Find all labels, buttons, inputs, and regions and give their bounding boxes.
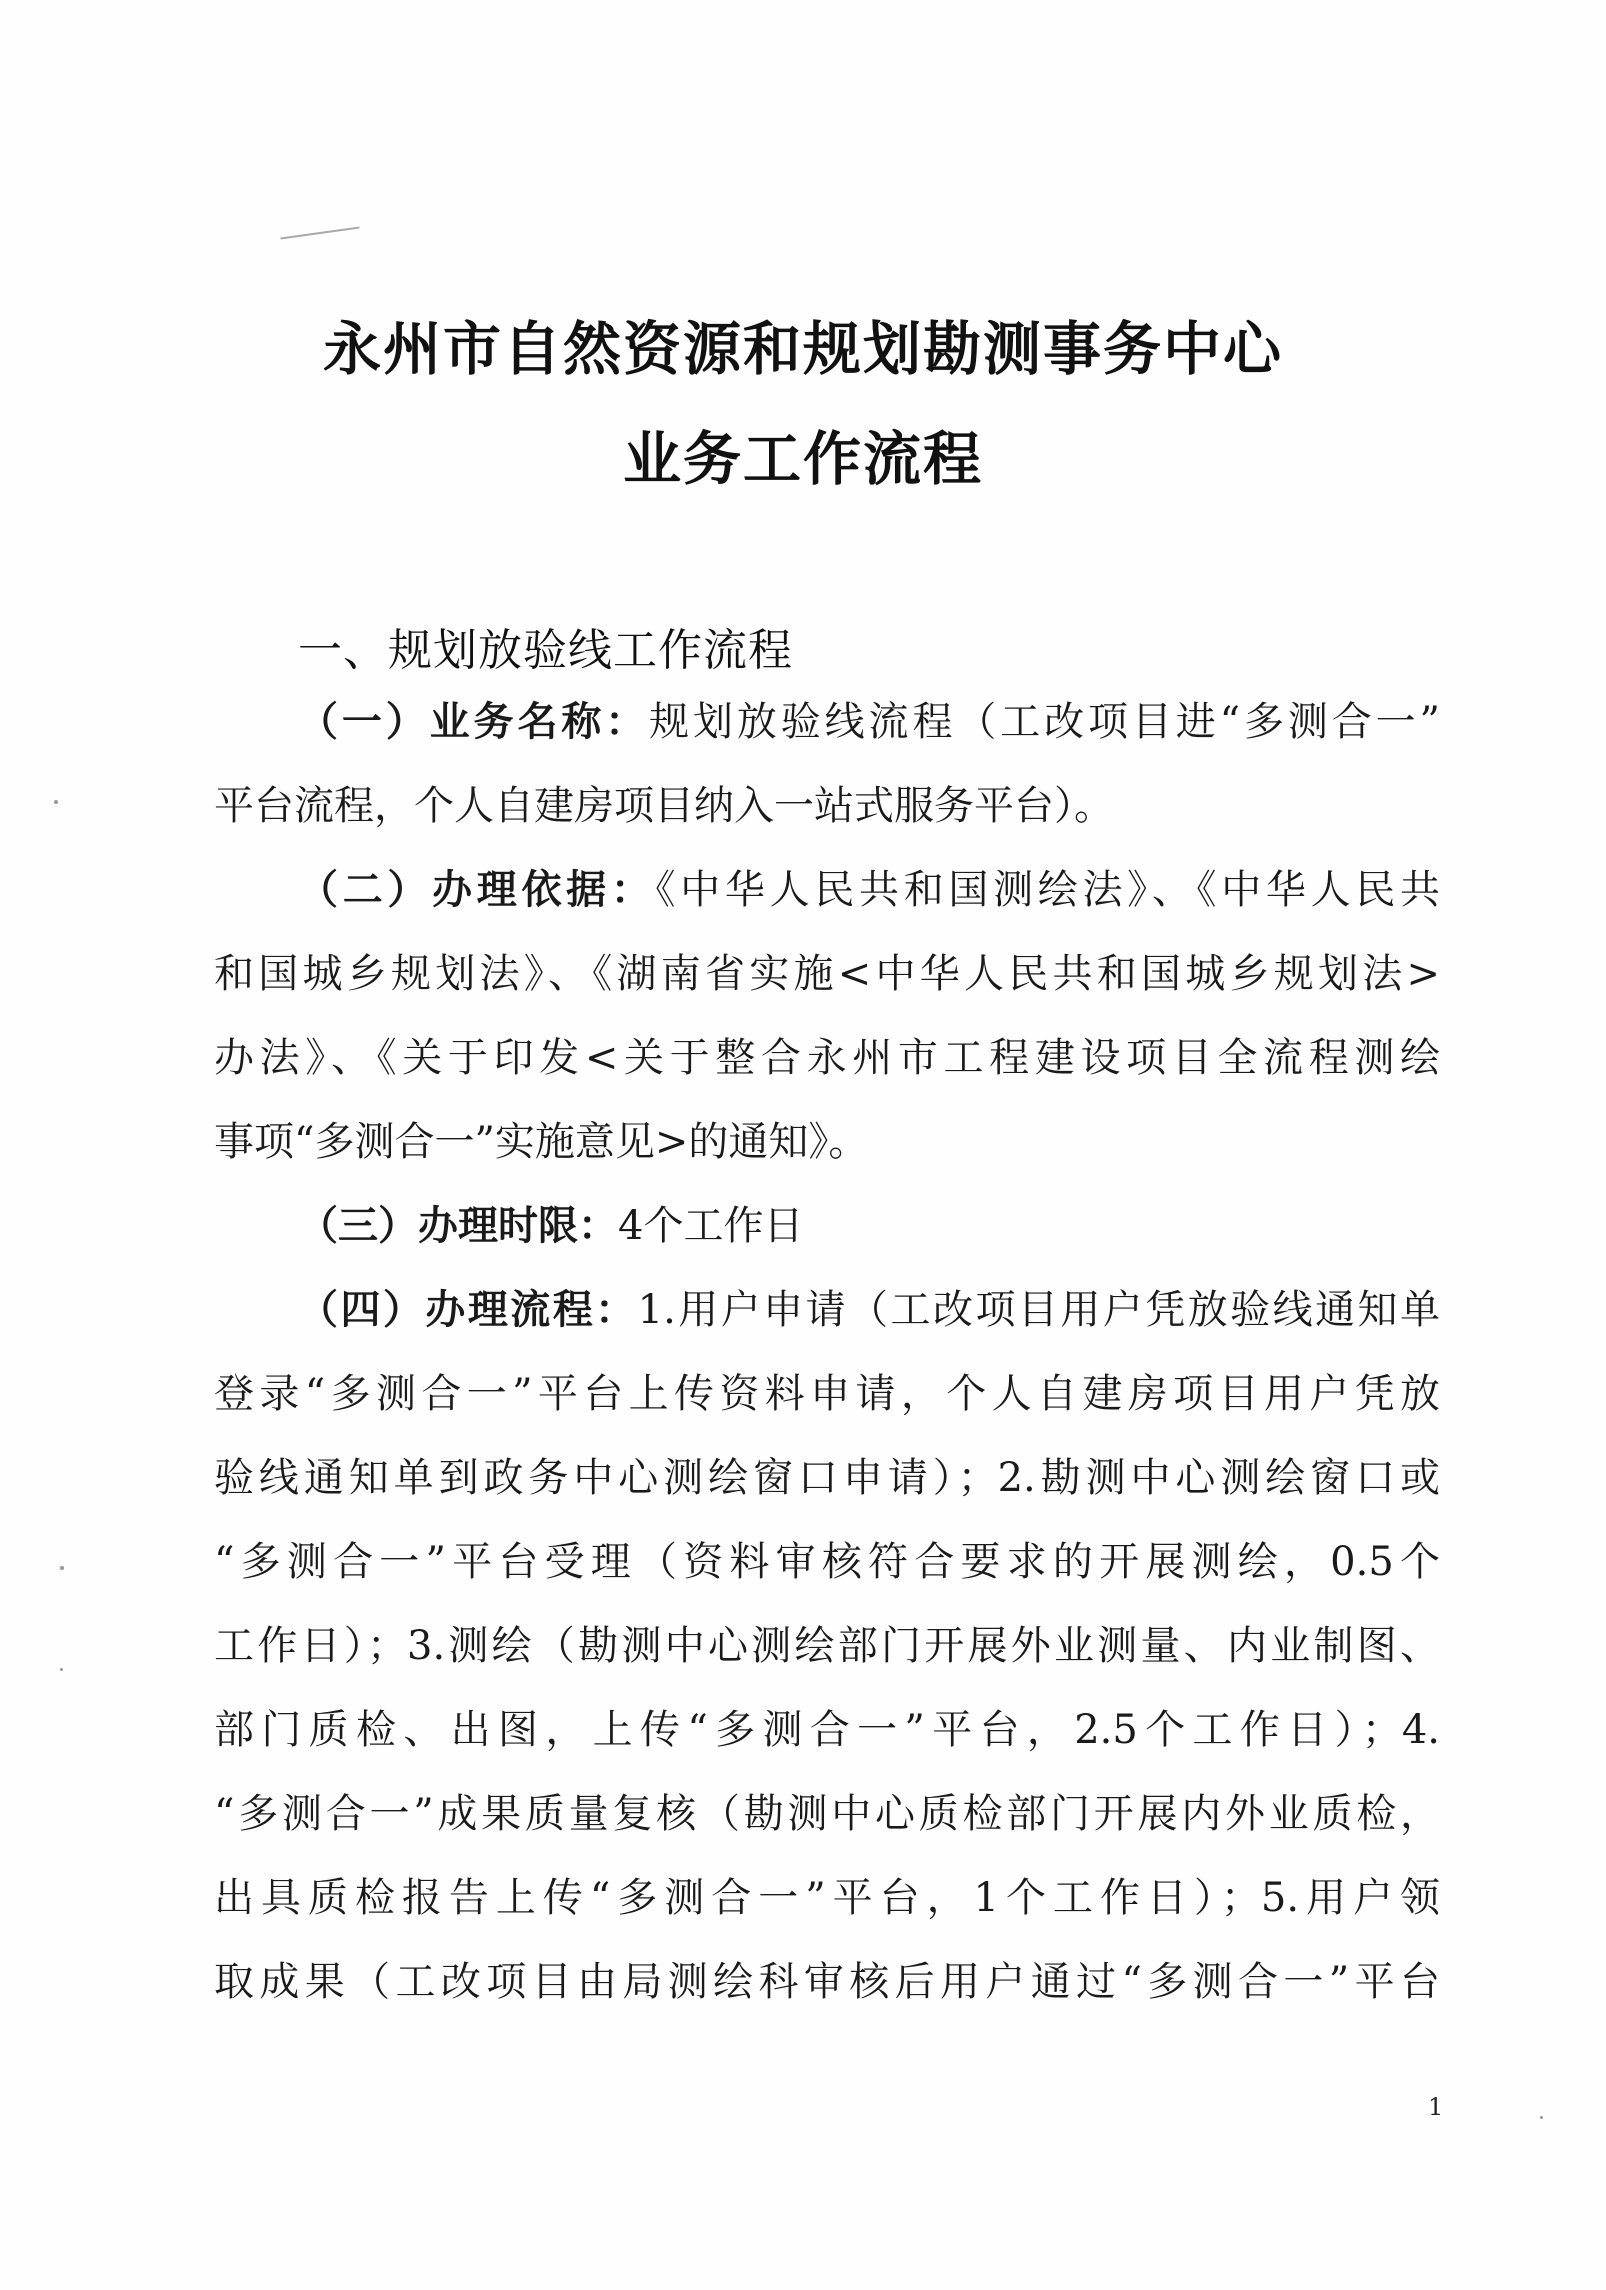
paragraph-line — [298, 1196, 1440, 1256]
document-title-line-2: 业务工作流程 — [622, 425, 983, 493]
paragraph-line — [298, 860, 1440, 920]
item-text: 1.用户申请（工改项目用户凭放验线通知单 — [637, 1287, 1440, 1333]
item-text: 《中华人民共和国测绘法》、《中华人民共 — [655, 867, 1441, 913]
document-title-line-1: 永州市自然资源和规划勘测事务中心 — [322, 315, 1283, 383]
paragraph-line: 平台流程，个人自建房项目纳入一站式服务平台）。 — [214, 783, 1114, 829]
paragraph-line — [298, 1280, 1440, 1340]
scan-speck — [60, 1566, 64, 1570]
paragraph-line: 验线通知单到政务中心测绘窗口申请）；2.勘测中心测绘窗口或 — [214, 1455, 1440, 1501]
item-label: （三）办理时限： — [298, 1203, 618, 1249]
paragraph-line: 取成果（工改项目由局测绘科审核后用户通过“多测合一”平台 — [214, 1959, 1440, 2005]
paragraph-line: “多测合一”成果质量复核（勘测中心质检部门开展内外业质检， — [214, 1791, 1440, 1837]
paragraph-line — [298, 692, 1440, 752]
item-label: （四）办理流程： — [298, 1287, 638, 1333]
paragraph-line: “多测合一”平台受理（资料审核符合要求的开展测绘，0.5个 — [214, 1539, 1440, 1585]
scan-speck — [54, 800, 58, 804]
paragraph-line: 办法》、《关于印发<关于整合永州市工程建设项目全流程测绘 — [214, 1035, 1440, 1081]
paragraph-line: 部门质检、出图，上传“多测合一”平台，2.5个工作日）；4. — [214, 1707, 1440, 1753]
item-text: 规划放验线流程（工改项目进“多测合一” — [649, 699, 1440, 745]
item-label: （二）办理依据： — [298, 867, 656, 913]
paragraph-line: 事项“多测合一”实施意见>的通知》。 — [214, 1119, 869, 1165]
item-label: （一）业务名称： — [298, 699, 650, 745]
scan-speck — [60, 1668, 63, 1671]
scan-mark — [280, 226, 359, 239]
paragraph-line: 和国城乡规划法》、《湖南省实施<中华人民共和国城乡规划法> — [214, 951, 1440, 997]
item-text: 4个工作日 — [618, 1203, 804, 1249]
paragraph-line: 工作日）；3.测绘（勘测中心测绘部门开展外业测量、内业制图、 — [214, 1623, 1440, 1669]
page-number: 1 — [1428, 2093, 1444, 2121]
paragraph-line: 出具质检报告上传“多测合一”平台，1个工作日）；5.用户领 — [214, 1875, 1440, 1921]
scan-speck — [1540, 2116, 1543, 2119]
section-heading: 一、规划放验线工作流程 — [298, 625, 793, 676]
paragraph-line: 登录“多测合一”平台上传资料申请，个人自建房项目用户凭放 — [214, 1371, 1440, 1417]
